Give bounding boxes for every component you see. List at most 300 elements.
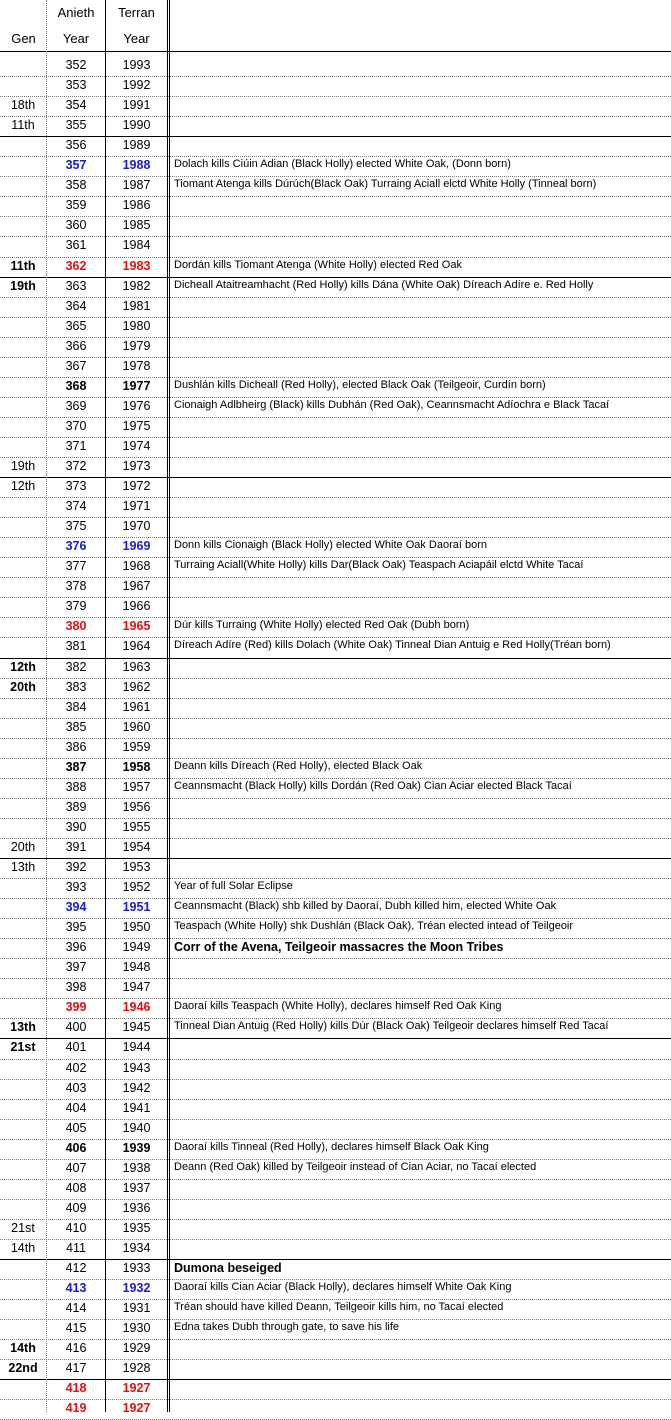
event-cell xyxy=(170,1241,671,1259)
terran-year-cell: 1965 xyxy=(122,619,151,634)
generation-cell: 19th xyxy=(10,459,36,473)
terran-year-cell: 1976 xyxy=(122,398,151,413)
row-divider xyxy=(0,1299,671,1300)
row-divider xyxy=(0,838,671,839)
terran-year-cell: 1979 xyxy=(122,338,151,353)
row-divider xyxy=(0,517,671,518)
header-anieth-label: Anieth xyxy=(57,5,95,20)
event-cell xyxy=(170,1081,671,1099)
anieth-year-cell: 379 xyxy=(65,599,87,614)
generation-cell xyxy=(0,218,46,236)
generation-divider xyxy=(0,858,671,859)
terran-year-cell: 1953 xyxy=(122,860,151,874)
row-divider xyxy=(0,417,671,418)
anieth-year-cell: 368 xyxy=(65,378,87,393)
generation-cell: 22nd xyxy=(8,1361,38,1376)
row-divider xyxy=(0,1219,671,1220)
terran-year-cell: 1932 xyxy=(122,1281,151,1296)
generation-cell: 21st xyxy=(11,1220,35,1235)
event-cell xyxy=(170,1181,671,1199)
row-divider xyxy=(0,437,671,438)
anieth-year-cell: 410 xyxy=(65,1220,87,1235)
terran-year-cell: 1961 xyxy=(122,699,151,714)
anieth-year-cell: 403 xyxy=(65,1080,87,1095)
event-cell xyxy=(170,499,671,517)
generation-cell xyxy=(0,319,46,337)
generation-cell xyxy=(0,198,46,216)
anieth-year-cell: 414 xyxy=(65,1301,87,1316)
anieth-year-cell: 362 xyxy=(65,258,87,273)
anieth-year-cell: 395 xyxy=(65,920,87,935)
anieth-year-cell: 360 xyxy=(65,218,87,233)
terran-year-cell: 1967 xyxy=(122,579,151,594)
generation-cell xyxy=(0,1381,46,1399)
anieth-year-cell: 411 xyxy=(66,1240,86,1255)
event-cell: Teaspach (White Holly) shk Dushlán (Black Oak), Tréan elected intead of Teilgeoir xyxy=(174,920,574,933)
event-cell xyxy=(170,720,671,738)
generation-cell xyxy=(0,158,46,176)
anieth-year-cell: 384 xyxy=(65,699,87,714)
anieth-year-cell: 396 xyxy=(65,940,87,955)
terran-year-cell: 1987 xyxy=(122,178,151,193)
generation-cell xyxy=(0,920,46,938)
generation-cell: 12th xyxy=(10,479,36,494)
terran-year-cell: 1951 xyxy=(122,900,151,915)
generation-cell xyxy=(0,1401,46,1419)
terran-year-cell: 1963 xyxy=(122,659,151,674)
anieth-year-cell: 419 xyxy=(65,1401,87,1416)
anieth-year-cell: 378 xyxy=(65,579,87,594)
event-cell: Tinneal Dian Antuig (Red Holly) kills Dúr (Black Oak) Teilgeoir declares himself Red Tacaí xyxy=(174,1020,609,1033)
event-cell xyxy=(170,700,671,718)
event-cell xyxy=(170,1040,671,1058)
generation-cell xyxy=(0,499,46,517)
terran-year-cell: 1981 xyxy=(122,298,151,313)
event-cell xyxy=(170,459,671,477)
event-cell: Daoraí kills Teaspach (White Holly), declares himself Red Oak King xyxy=(174,1000,502,1013)
event-cell: Deann kills Díreach (Red Holly), elected Black Oak xyxy=(174,759,423,772)
terran-year-cell: 1986 xyxy=(122,198,151,213)
event-cell xyxy=(170,359,671,377)
generation-cell xyxy=(0,1321,46,1339)
generation-cell xyxy=(0,178,46,196)
event-cell xyxy=(170,800,671,818)
anieth-year-cell: 398 xyxy=(65,980,87,995)
anieth-year-cell: 372 xyxy=(65,459,87,473)
terran-year-cell: 1934 xyxy=(122,1240,151,1255)
anieth-year-cell: 358 xyxy=(65,178,87,193)
event-cell: Tiomant Atenga kills Dúrúch(Black Oak) Turraing Aciall elctd White Holly (Tinneal born) xyxy=(174,178,597,191)
anieth-year-cell: 386 xyxy=(65,739,87,754)
anieth-year-cell: 380 xyxy=(65,619,87,634)
generation-cell: 11th xyxy=(11,118,35,133)
generation-cell: 14th xyxy=(10,1240,36,1255)
terran-year-cell: 1988 xyxy=(122,158,151,173)
generation-cell xyxy=(0,1161,46,1179)
terran-year-cell: 1968 xyxy=(122,559,151,574)
event-cell: Dolach kills Ciúin Adian (Black Holly) elected White Oak, (Donn born) xyxy=(174,158,511,171)
generation-cell xyxy=(0,299,46,317)
generation-cell xyxy=(0,419,46,437)
event-cell: Dúr kills Turraing (White Holly) elected Red Oak (Dubh born) xyxy=(174,619,470,632)
event-cell xyxy=(170,840,671,858)
generation-cell xyxy=(0,1121,46,1139)
terran-year-cell: 1941 xyxy=(122,1100,151,1115)
generation-cell xyxy=(0,339,46,357)
anieth-year-cell: 397 xyxy=(65,960,87,975)
event-cell xyxy=(170,1121,671,1139)
header-terran-label: Terran xyxy=(118,5,155,20)
anieth-year-cell: 393 xyxy=(65,880,87,895)
anieth-year-cell: 377 xyxy=(65,559,87,574)
anieth-year-cell: 399 xyxy=(65,1000,87,1015)
terran-year-cell: 1990 xyxy=(122,118,151,133)
row-divider xyxy=(0,878,671,879)
anieth-year-cell: 394 xyxy=(65,900,87,915)
row-divider xyxy=(0,918,671,919)
event-cell: Daoraí kills Cian Aciar (Black Holly), declares himself White Oak King xyxy=(174,1281,512,1294)
event-cell xyxy=(170,579,671,597)
terran-year-cell: 1930 xyxy=(122,1321,151,1336)
generation-cell: 12th xyxy=(10,659,36,674)
row-divider xyxy=(0,397,671,398)
event-cell xyxy=(170,1201,671,1219)
anieth-year-cell: 402 xyxy=(65,1060,87,1075)
generation-cell xyxy=(0,579,46,597)
generation-cell xyxy=(0,599,46,617)
generation-cell xyxy=(0,1201,46,1219)
generation-cell xyxy=(0,58,46,76)
anieth-year-cell: 367 xyxy=(65,358,87,373)
anieth-year-cell: 413 xyxy=(65,1281,87,1296)
event-cell xyxy=(170,1361,671,1379)
event-cell xyxy=(170,960,671,978)
terran-year-cell: 1962 xyxy=(122,679,151,694)
generation-cell xyxy=(0,880,46,898)
anieth-year-cell: 381 xyxy=(65,639,87,654)
event-cell: Daoraí kills Tinneal (Red Holly), declares himself Black Oak King xyxy=(174,1140,489,1153)
terran-year-cell: 1956 xyxy=(122,799,151,814)
anieth-year-cell: 359 xyxy=(65,198,87,213)
anieth-year-cell: 415 xyxy=(65,1321,87,1336)
terran-year-cell: 1991 xyxy=(122,98,151,113)
row-divider xyxy=(0,798,671,799)
anieth-year-cell: 406 xyxy=(65,1140,87,1155)
event-cell xyxy=(170,820,671,838)
terran-year-cell: 1945 xyxy=(122,1020,151,1035)
generation-cell xyxy=(0,1141,46,1159)
terran-year-cell: 1940 xyxy=(122,1120,151,1135)
anieth-year-cell: 357 xyxy=(65,158,87,173)
generation-cell xyxy=(0,800,46,818)
terran-year-cell: 1985 xyxy=(122,218,151,233)
terran-year-cell: 1972 xyxy=(122,479,151,494)
anieth-year-cell: 407 xyxy=(65,1160,87,1175)
terran-year-cell: 1939 xyxy=(122,1140,151,1155)
row-divider xyxy=(0,898,671,899)
event-cell xyxy=(170,479,671,497)
anieth-year-cell: 412 xyxy=(65,1261,87,1275)
terran-year-cell: 1929 xyxy=(122,1341,151,1356)
row-divider xyxy=(0,457,671,458)
event-cell xyxy=(170,680,671,698)
anieth-year-cell: 376 xyxy=(65,539,87,554)
row-divider xyxy=(0,76,671,77)
terran-year-cell: 1975 xyxy=(122,418,151,433)
column-divider xyxy=(167,0,168,1412)
generation-cell xyxy=(0,238,46,256)
generation-cell xyxy=(0,900,46,918)
event-cell: Turraing Aciall(White Holly) kills Dar(Black Oak) Teaspach Aciapáil elctd White Tacaí xyxy=(174,559,584,572)
generation-cell xyxy=(0,1101,46,1119)
anieth-year-cell: 352 xyxy=(65,58,87,72)
terran-year-cell: 1952 xyxy=(122,880,151,895)
row-divider xyxy=(0,1279,671,1280)
anieth-year-cell: 387 xyxy=(65,759,87,774)
generation-cell xyxy=(0,960,46,978)
event-cell xyxy=(170,299,671,317)
anieth-year-cell: 363 xyxy=(65,278,87,293)
terran-year-cell: 1950 xyxy=(122,920,151,935)
generation-cell xyxy=(0,1000,46,1018)
anieth-year-cell: 401 xyxy=(65,1040,87,1055)
terran-year-cell: 1946 xyxy=(122,1000,151,1015)
row-divider xyxy=(0,1199,671,1200)
terran-year-cell: 1938 xyxy=(122,1160,151,1175)
terran-year-cell: 1936 xyxy=(122,1200,151,1215)
generation-cell xyxy=(0,639,46,657)
generation-cell xyxy=(0,359,46,377)
event-cell xyxy=(170,1221,671,1239)
anieth-year-cell: 356 xyxy=(65,138,87,153)
terran-year-cell: 1927 xyxy=(122,1381,151,1396)
terran-year-cell: 1989 xyxy=(122,138,151,153)
event-cell xyxy=(170,1101,671,1119)
terran-year-cell: 1993 xyxy=(122,58,151,72)
anieth-year-cell: 361 xyxy=(65,238,87,253)
event-cell xyxy=(170,1401,671,1419)
generation-cell xyxy=(0,559,46,577)
event-cell xyxy=(170,118,671,136)
event-cell: Dicheall Ataitreamhacht (Red Holly) kills Dána (White Oak) Díreach Adíre e. Red Holly xyxy=(174,278,594,291)
anieth-year-cell: 353 xyxy=(65,78,87,93)
terran-year-cell: 1944 xyxy=(122,1040,151,1055)
generation-cell xyxy=(0,1061,46,1079)
terran-year-cell: 1955 xyxy=(122,819,151,834)
anieth-year-cell: 374 xyxy=(65,499,87,514)
generation-divider xyxy=(0,477,671,478)
anieth-year-cell: 354 xyxy=(65,98,87,113)
anieth-year-cell: 375 xyxy=(65,519,87,534)
anieth-year-cell: 404 xyxy=(65,1100,87,1115)
generation-cell: 20th xyxy=(10,679,36,694)
event-cell xyxy=(170,419,671,437)
generation-cell xyxy=(0,980,46,998)
header-terran-year-label: Year xyxy=(123,31,150,46)
event-cell xyxy=(170,1341,671,1359)
generation-cell xyxy=(0,820,46,838)
event-cell xyxy=(170,198,671,216)
row-divider xyxy=(0,96,671,97)
terran-year-cell: 1980 xyxy=(122,318,151,333)
generation-cell xyxy=(0,439,46,457)
terran-year-cell: 1954 xyxy=(122,839,151,854)
terran-year-cell: 1928 xyxy=(122,1361,151,1376)
anieth-year-cell: 383 xyxy=(65,679,87,694)
event-cell xyxy=(170,1061,671,1079)
event-cell: Dumona beseiged xyxy=(174,1261,282,1275)
event-cell: Dushlán kills Dicheall (Red Holly), elected Black Oak (Teilgeoir, Curdín born) xyxy=(174,378,546,391)
generation-cell xyxy=(0,519,46,537)
terran-year-cell: 1984 xyxy=(122,238,151,253)
generation-cell: 13th xyxy=(10,1020,36,1035)
anieth-year-cell: 371 xyxy=(65,438,87,453)
generation-cell xyxy=(0,1281,46,1299)
terran-year-cell: 1937 xyxy=(122,1180,151,1195)
event-cell xyxy=(170,238,671,256)
generation-cell: 20th xyxy=(10,839,36,854)
event-cell: Corr of the Avena, Teilgeoir massacres the Moon Tribes xyxy=(174,940,504,955)
event-cell: Donn kills Cionaigh (Black Holly) elected White Oak Daoraí born xyxy=(174,539,488,552)
anieth-year-cell: 382 xyxy=(65,659,87,674)
terran-year-cell: 1982 xyxy=(122,278,151,293)
generation-cell xyxy=(0,619,46,637)
row-divider xyxy=(0,1319,671,1320)
event-cell: Edna takes Dubh through gate, to save his life xyxy=(174,1321,400,1334)
terran-year-cell: 1977 xyxy=(122,378,151,393)
event-cell: Tréan should have killed Deann, Teilgeoir kills him, no Tacaí elected xyxy=(174,1301,504,1314)
anieth-year-cell: 389 xyxy=(65,799,87,814)
event-cell xyxy=(170,319,671,337)
generation-cell xyxy=(0,720,46,738)
terran-year-cell: 1970 xyxy=(122,519,151,534)
row-divider xyxy=(0,1239,671,1240)
terran-year-cell: 1927 xyxy=(122,1401,151,1416)
terran-year-cell: 1973 xyxy=(122,459,151,473)
event-cell: Cionaigh Adlbheirg (Black) kills Dubhán (Red Oak), Ceannsmacht Adíochra e Black Tacaí xyxy=(174,398,610,411)
anieth-year-cell: 388 xyxy=(65,779,87,794)
event-cell xyxy=(170,519,671,537)
event-cell xyxy=(170,599,671,617)
terran-year-cell: 1983 xyxy=(122,258,151,273)
generation-cell xyxy=(0,940,46,958)
event-cell: Díreach Adíre (Red) kills Dolach (White Oak) Tinneal Dian Antuig e Red Holly(Tréan born) xyxy=(174,639,611,652)
event-cell xyxy=(170,218,671,236)
generation-cell: 13th xyxy=(10,860,36,874)
terran-year-cell: 1933 xyxy=(122,1261,151,1275)
event-cell xyxy=(170,860,671,878)
terran-year-cell: 1942 xyxy=(122,1080,151,1095)
anieth-year-cell: 391 xyxy=(65,839,87,854)
header-gen-label: Gen xyxy=(11,31,36,46)
generation-cell: 18th xyxy=(10,98,36,113)
event-cell: Year of full Solar Eclipse xyxy=(174,880,293,893)
row-divider xyxy=(0,497,671,498)
event-cell xyxy=(170,98,671,116)
event-cell xyxy=(170,439,671,457)
event-cell xyxy=(170,138,671,156)
anieth-year-cell: 369 xyxy=(65,398,87,413)
generation-cell xyxy=(0,1081,46,1099)
anieth-year-cell: 365 xyxy=(65,318,87,333)
generation-cell xyxy=(0,740,46,758)
event-cell: Deann (Red Oak) killed by Teilgeoir instead of Cian Aciar, no Tacaí elected xyxy=(174,1160,537,1173)
terran-year-cell: 1960 xyxy=(122,719,151,734)
generation-cell xyxy=(0,1261,46,1279)
generation-cell: 21st xyxy=(10,1040,36,1055)
terran-year-cell: 1958 xyxy=(122,759,151,774)
event-cell xyxy=(170,58,671,76)
header-separator xyxy=(0,51,671,52)
anieth-year-cell: 355 xyxy=(65,118,87,133)
event-cell xyxy=(170,980,671,998)
anieth-year-cell: 400 xyxy=(65,1020,87,1035)
anieth-year-cell: 418 xyxy=(65,1381,87,1396)
anieth-year-cell: 409 xyxy=(65,1200,87,1215)
generation-cell xyxy=(0,700,46,718)
terran-year-cell: 1948 xyxy=(122,960,151,975)
anieth-year-cell: 373 xyxy=(65,479,87,494)
terran-year-cell: 1957 xyxy=(122,779,151,794)
generation-cell: 11th xyxy=(10,258,36,273)
event-cell xyxy=(170,339,671,357)
terran-year-cell: 1947 xyxy=(122,980,151,995)
anieth-year-cell: 390 xyxy=(65,819,87,834)
terran-year-cell: 1959 xyxy=(122,739,151,754)
event-cell xyxy=(170,1381,671,1399)
anieth-year-cell: 408 xyxy=(65,1180,87,1195)
generation-cell xyxy=(0,1301,46,1319)
terran-year-cell: 1974 xyxy=(122,438,151,453)
terran-year-cell: 1931 xyxy=(122,1301,151,1316)
generation-cell xyxy=(0,539,46,557)
terran-year-cell: 1966 xyxy=(122,599,151,614)
generation-cell xyxy=(0,760,46,778)
terran-year-cell: 1992 xyxy=(122,78,151,93)
event-cell xyxy=(170,660,671,678)
event-cell xyxy=(170,78,671,96)
row-divider xyxy=(0,818,671,819)
anieth-year-cell: 405 xyxy=(65,1120,87,1135)
header-anieth-year-label: Year xyxy=(62,31,90,46)
generation-cell: 19th xyxy=(10,278,36,293)
event-cell: Ceannsmacht (Black Holly) kills Dordán (Red Oak) Cian Aciar elected Black Tacaí xyxy=(174,779,572,792)
event-cell: Ceannsmacht (Black) shb killed by Daoraí, Dubh killed him, elected White Oak xyxy=(174,900,557,913)
generation-cell xyxy=(0,780,46,798)
terran-year-cell: 1949 xyxy=(122,940,151,955)
generation-divider xyxy=(0,1259,671,1260)
terran-year-cell: 1935 xyxy=(122,1220,151,1235)
event-cell: Dordán kills Tiomant Atenga (White Holly) elected Red Oak xyxy=(174,258,462,271)
anieth-year-cell: 385 xyxy=(65,719,87,734)
anieth-year-cell: 370 xyxy=(65,418,87,433)
generation-cell xyxy=(0,138,46,156)
anieth-year-cell: 364 xyxy=(65,298,87,313)
anieth-year-cell: 416 xyxy=(65,1341,87,1356)
generation-cell: 14th xyxy=(10,1341,36,1356)
anieth-year-cell: 366 xyxy=(65,338,87,353)
terran-year-cell: 1964 xyxy=(122,639,151,654)
terran-year-cell: 1943 xyxy=(122,1060,151,1075)
event-cell xyxy=(170,740,671,758)
anieth-year-cell: 392 xyxy=(65,860,87,874)
row-divider xyxy=(0,116,671,117)
terran-year-cell: 1969 xyxy=(122,539,151,554)
generation-cell xyxy=(0,1181,46,1199)
terran-year-cell: 1971 xyxy=(122,499,151,514)
generation-cell xyxy=(0,399,46,417)
generation-cell xyxy=(0,379,46,397)
